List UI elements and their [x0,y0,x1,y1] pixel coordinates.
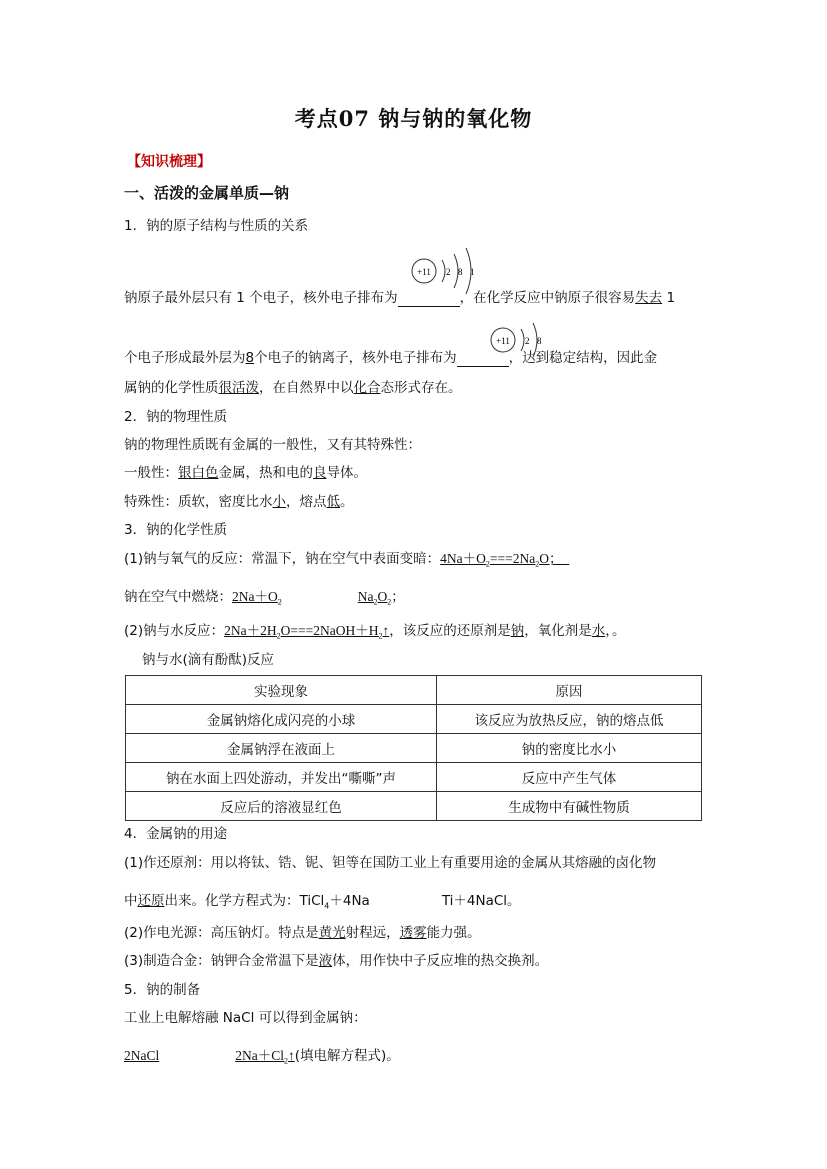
heading-physical: 2．钠的物理性质 [124,409,228,425]
text: 中 [124,893,138,909]
text: ； [391,589,405,605]
text: 体，用作快中子反应堆的热交换剂。 [332,953,549,969]
subscript: 2 [378,631,383,641]
table-row [126,792,702,821]
subscript: 2 [284,1056,288,1066]
table-header-row [126,676,702,705]
table-cell: 金属钠浮在液面上 [126,734,437,763]
text: ，氧化剂是 [524,623,592,639]
eq-part: ===2Na [489,551,536,566]
atom-shell-2: 8 [458,267,463,277]
subscript: 2 [485,559,490,569]
blank [457,350,509,367]
subscript: 2 [387,597,392,607]
answer: 很活泼 [218,380,259,396]
text: ，该反应的还原剂是 [389,623,511,639]
eq-part: ↑ [382,623,390,638]
answer: 低 [326,494,340,510]
equation-product [235,1048,295,1066]
answer: 良 [313,465,327,481]
text: 1 [662,290,676,306]
text: 金属，热和电的 [218,465,313,481]
answer: 黄光 [318,925,346,941]
table-cell: 金属钠熔化成闪亮的小球 [126,705,437,734]
table-cell: 钠的密度比水小 [437,734,702,763]
answer: 水 [591,623,606,639]
blank [398,290,460,307]
table-cell: 反应中产生气体 [437,763,702,792]
heading-preparation: 5．钠的制备 [124,982,201,998]
para-ion [124,346,657,367]
para-electrolysis-eq [124,1044,400,1066]
para-combustion [124,585,405,607]
table-cell: 钠在水面上四处游动，并发出“嘶嘶”声 [126,763,437,792]
subscript: 2 [277,597,282,607]
table-cell: 生成物中有碱性物质 [437,792,702,821]
table-header-cell: 实验现象 [126,676,437,705]
page-title: 考点07 钠与钠的氧化物 [294,106,533,131]
text: 钠在空气中燃烧： [124,589,232,605]
text: ，。 [605,623,626,639]
subscript: 4 [324,901,330,911]
heading-uses: 4．金属钠的用途 [124,826,228,842]
answer: 8 [245,350,255,366]
table-row [126,763,702,792]
text: 射程远， [345,925,400,941]
answer: 钠 [510,623,525,639]
eq-part: 4Na＋O [440,551,486,566]
text: 导体。 [326,465,367,481]
table-row [126,705,702,734]
table-cell: 该反应为放热反应，钠的熔点低 [437,705,702,734]
equation-product [357,589,392,607]
ion-nucleus: +11 [496,336,510,346]
eq-part: Na [357,589,374,604]
section-heading: 一、活泼的金属单质—钠 [124,184,290,202]
answer: 小 [272,494,286,510]
eq-part: ↑ [288,1048,295,1063]
text: (2)作电光源：高压钠灯。特点是 [124,925,319,941]
text: ，在自然界中以 [259,380,354,396]
reaction-table [125,675,702,821]
subscript: 2 [373,597,378,607]
subscript: 2 [276,631,281,641]
eq-part: O； [539,551,563,566]
para-activity [124,376,462,396]
text: Ti＋4NaCl。 [441,893,521,909]
answer: 失去 [635,290,663,306]
answer: 还原 [137,893,165,909]
text: ，达到稳定结构，因此金 [508,350,658,366]
text: 。 [340,494,354,510]
heading-chemical: 3．钠的化学性质 [124,522,228,538]
eq-part: 2Na＋Cl [235,1048,284,1063]
para-general [124,461,367,481]
text: (3)制造合金：钠钾合金常温下是 [124,953,319,969]
equation-reactants [232,589,282,607]
text: (1)钠与氧气的反应：常温下，钠在空气中表面变暗： [124,551,441,567]
table-cell: 反应后的溶液显红色 [126,792,437,821]
eq-part: 2Na＋2H [224,623,277,638]
equation [224,623,390,641]
equation [440,551,569,569]
text: 个电子形成最外层为 [124,350,246,366]
text: 特殊性：质软，密度比水 [124,494,273,510]
knowledge-tag: 【知识梳理】 [127,154,211,170]
table-caption: 钠与水(滴有酚酞)反应 [142,652,275,668]
table-row [126,734,702,763]
text: 能力强。 [426,925,481,941]
text: 个电子的钠离子，核外电子排布为 [254,350,457,366]
atom-shell-1: 2 [446,267,451,277]
text: 属钠的化学性质 [124,380,219,396]
eq-part: O===2NaOH＋H [280,623,379,638]
text: 态形式存在。 [380,380,462,396]
text: (2)钠与水反应： [124,623,225,639]
text: 一般性： [124,465,178,481]
text: 钠原子最外层只有 1 个电子，核外电子排布为 [124,290,398,306]
para-electrolysis: 工业上电解熔融 NaCl 可以得到金属钠： [124,1010,367,1026]
table-header-cell: 原因 [437,676,702,705]
text: ＋4Na [329,893,370,909]
text: ，熔点 [286,494,327,510]
ion-shell-1: 2 [525,336,530,346]
answer: 透雾 [399,925,427,941]
para-atom [124,286,675,307]
para-physical: 钠的物理性质既有金属的一般性，又有其特殊性： [124,437,421,453]
heading-atomic-structure: 1．钠的原子结构与性质的关系 [124,218,309,234]
para-reducer-eq [124,889,521,911]
subscript: 2 [535,559,540,569]
para-reducer: (1)作还原剂：用以将钛、锆、铌、钽等在国防工业上有重要用途的金属从其熔融的卤化物 [124,855,657,871]
text: 出来。化学方程式为：TiCl [164,893,325,909]
answer: 液 [318,953,333,969]
text: ，在化学反应中钠原子很容易 [459,290,636,306]
para-water [124,619,625,641]
text: (填电解方程式)。 [294,1048,400,1064]
para-oxygen [124,547,569,569]
eq-part: 2Na＋O [232,589,278,604]
answer: 银白色 [178,465,219,481]
atom-nucleus: +11 [417,267,431,277]
answer: 化合 [353,380,381,396]
eq-part: O [377,589,388,604]
para-alloy [124,949,548,969]
ion-shell-2: 8 [537,336,542,346]
para-light [124,921,481,941]
para-special [124,490,354,510]
atom-shell-3: 1 [470,267,475,277]
answer: 2NaCl [124,1048,160,1063]
